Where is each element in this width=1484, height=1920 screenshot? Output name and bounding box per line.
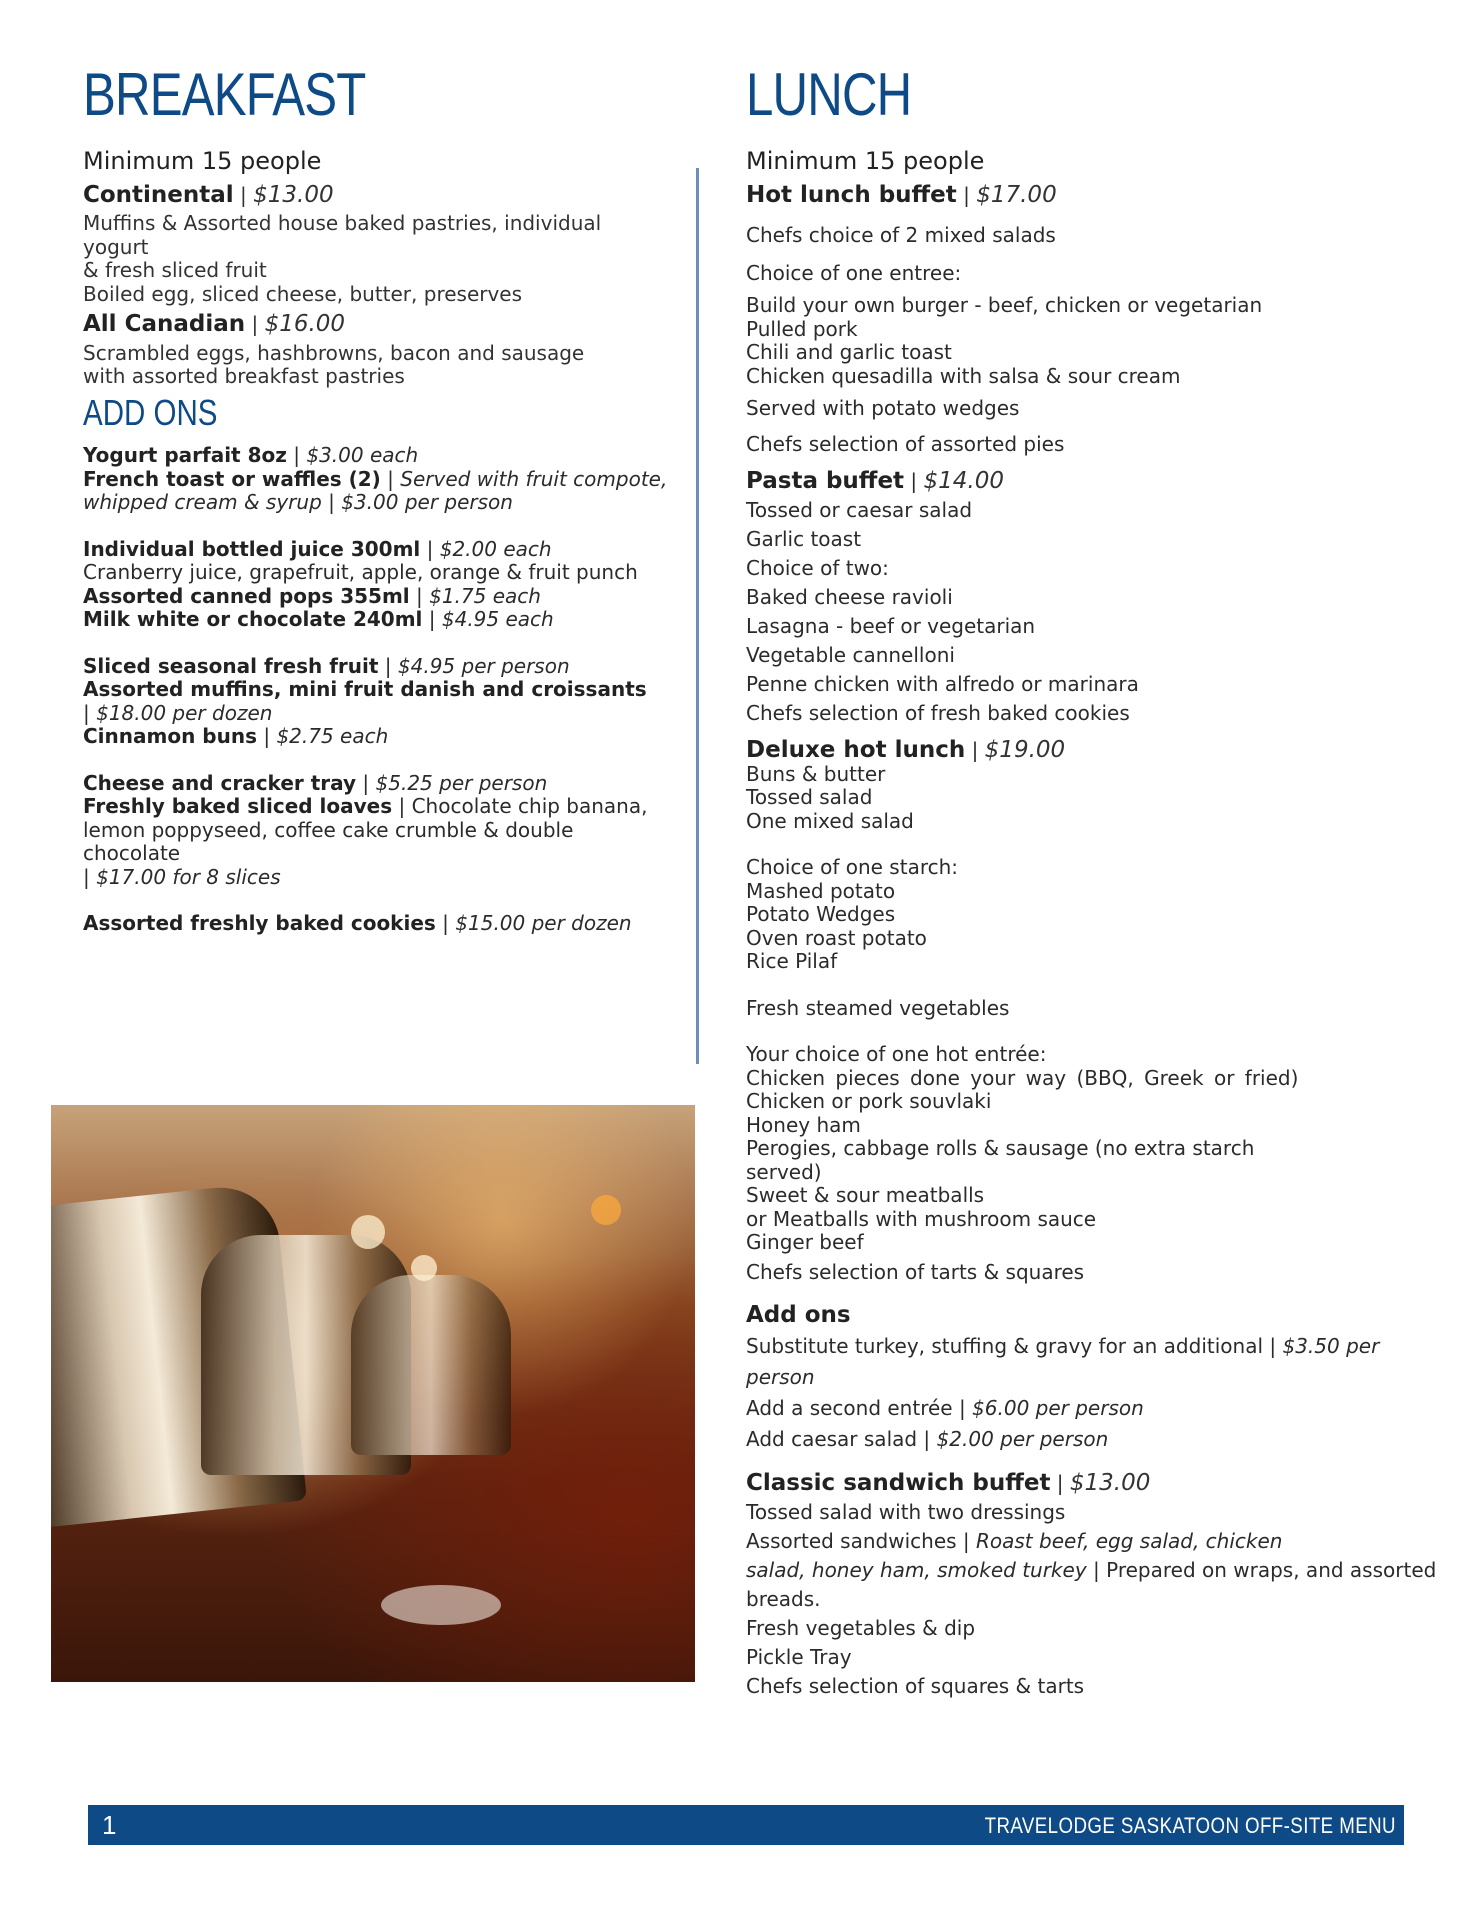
- deluxe-starch: Potato Wedges: [746, 902, 896, 926]
- hot-buffet-name: Hot lunch buffet: [746, 181, 957, 208]
- deluxe-entree: served): [746, 1159, 822, 1184]
- addon-cinnamon: Cinnamon buns | $2.75 each: [83, 724, 389, 748]
- continental-item: [83, 181, 673, 307]
- deluxe-starch: Rice Pilaf: [746, 949, 838, 973]
- continental-sep: |: [233, 182, 254, 207]
- pasta-item: Choice of two:: [746, 556, 889, 580]
- continental-price: $13.00: [253, 181, 334, 208]
- footer-title: TRAVELODGE SASKATOON OFF-SITE MENU: [984, 1813, 1396, 1838]
- buffet-chafing-dish-photo: [51, 1105, 695, 1682]
- addon-turkey: Substitute turkey, stuffing & gravy for an additional | $3.50 per person: [746, 1334, 1380, 1389]
- sandwich-salad: Tossed salad with two dressings: [746, 1500, 1066, 1524]
- addon-milk: Milk white or chocolate 240ml | $4.95 each: [83, 607, 554, 631]
- canadian-desc-line: with assorted breakfast pastries: [83, 364, 405, 388]
- sandwich-breads: breads.: [746, 1587, 821, 1611]
- pasta-buffet: [746, 467, 1446, 728]
- page-number: 1: [102, 1810, 117, 1840]
- deluxe-veg: Fresh steamed vegetables: [746, 995, 1010, 1020]
- continental-desc-line: Muffins & Assorted house baked pastries, individual yogurt: [83, 211, 602, 259]
- addon-loaves: Freshly baked sliced loaves | Chocolate chip banana,: [83, 794, 648, 818]
- addon-loaves-desc: lemon poppyseed, coffee cake crumble & double chocolate: [83, 817, 574, 865]
- lunch-addons: [746, 1300, 1446, 1455]
- addon-cheese: Cheese and cracker tray | $5.25 per person: [83, 770, 548, 795]
- addon-french-toast-price: whipped cream & syrup | $3.00 per person: [83, 490, 513, 514]
- breakfast-addons: [83, 444, 673, 936]
- sandwich-sep: |: [1050, 1471, 1070, 1495]
- pasta-item: Tossed or caesar salad: [746, 498, 973, 522]
- deluxe-starch: Mashed potato: [746, 878, 896, 903]
- addon-french-toast: French toast or waffles (2) | Served with fruit compote,: [83, 466, 668, 491]
- pasta-item: Vegetable cannelloni: [746, 643, 955, 667]
- deluxe-price: $19.00: [984, 737, 1066, 763]
- deluxe-entree: or Meatballs with mushroom sauce: [746, 1206, 1097, 1231]
- footer-bar: [88, 1805, 1404, 1845]
- deluxe-dessert: Chefs selection of tarts & squares: [746, 1259, 1085, 1284]
- deluxe-entree-intro: Your choice of one hot entrée:: [746, 1042, 1047, 1066]
- addon-caesar: Add caesar salad | $2.00 per person: [746, 1427, 1109, 1451]
- lunch-minimum: Minimum 15 people: [746, 147, 985, 175]
- addon-second-entree: Add a second entrée | $6.00 per person: [746, 1396, 1144, 1420]
- deluxe-entree: Perogies, cabbage rolls & sausage (no extra starch: [746, 1136, 1255, 1160]
- breakfast-minimum: Minimum 15 people: [83, 147, 322, 175]
- addon-cookies: Assorted freshly baked cookies | $15.00 per dozen: [83, 911, 632, 935]
- sandwich-item: Fresh vegetables & dip: [746, 1616, 976, 1640]
- canadian-price: $16.00: [264, 311, 346, 337]
- pasta-price: $14.00: [923, 468, 1004, 494]
- hot-buffet-entree: Chicken quesadilla with salsa & sour cream: [746, 363, 1181, 388]
- hot-buffet-pies: Chefs selection of assorted pies: [746, 431, 1065, 456]
- sandwich-item: Chefs selection of squares & tarts: [746, 1674, 1085, 1698]
- pasta-item: Garlic toast: [746, 527, 862, 551]
- addon-juice-desc: Cranberry juice, grapefruit, apple, orange & fruit punch: [83, 560, 638, 584]
- sandwich-name: Classic sandwich buffet: [746, 1470, 1051, 1496]
- deluxe-starch-intro: Choice of one starch:: [746, 855, 959, 879]
- addon-muffins: Assorted muffins, mini fruit danish and croissants: [83, 677, 647, 701]
- addon-juice: Individual bottled juice 300ml | $2.00 each: [83, 536, 552, 561]
- deluxe-basic: One mixed salad: [746, 808, 914, 833]
- deluxe-basic: Buns & butter: [746, 761, 886, 786]
- hot-buffet-entree-intro: Choice of one entree:: [746, 260, 962, 285]
- lunch-title: LUNCH: [746, 61, 912, 128]
- hot-buffet-price: $17.00: [976, 181, 1057, 208]
- hot-buffet-entree: Pulled pork: [746, 316, 858, 341]
- hot-buffet-served: Served with potato wedges: [746, 396, 1020, 420]
- hot-lunch-buffet: [746, 181, 1446, 457]
- lunch-column: [746, 147, 1446, 1701]
- column-divider: [696, 168, 699, 1064]
- pasta-sep: |: [904, 469, 924, 493]
- canadian-desc-line: Scrambled eggs, hashbrowns, bacon and sausage: [83, 340, 585, 365]
- continental-desc-line: & fresh sliced fruit: [83, 258, 267, 282]
- pasta-item: Chefs selection of fresh baked cookies: [746, 701, 1130, 725]
- addon-muffins-price: | $18.00 per dozen: [83, 700, 273, 725]
- deluxe-entree: Chicken or pork souvlaki: [746, 1089, 992, 1113]
- addon-loaves-price: | $17.00 for 8 slices: [83, 864, 281, 889]
- sandwich-assorted-cont: salad, honey ham, smoked turkey | Prepared on wraps, and assorted: [746, 1558, 1437, 1582]
- hot-buffet-sep: |: [956, 182, 977, 207]
- sandwich-item: Pickle Tray: [746, 1645, 852, 1669]
- pasta-item: Baked cheese ravioli: [746, 585, 953, 609]
- deluxe-basic: Tossed salad: [746, 785, 873, 809]
- continental-desc-line: Boiled egg, sliced cheese, butter, preserves: [83, 281, 523, 306]
- hot-buffet-salads: Chefs choice of 2 mixed salads: [746, 223, 1056, 247]
- breakfast-title: BREAKFAST: [83, 61, 366, 128]
- sandwich-price: $13.00: [1069, 1470, 1151, 1496]
- deluxe-entree: Chicken pieces done your way (BBQ, Greek or fried): [746, 1065, 1299, 1090]
- sandwich-buffet: [746, 1469, 1446, 1701]
- deluxe-starch: Oven roast potato: [746, 925, 927, 950]
- deluxe-sep: |: [965, 738, 985, 762]
- pasta-name: Pasta buffet: [746, 468, 905, 494]
- addon-pops: Assorted canned pops 355ml | $1.75 each: [83, 583, 541, 608]
- addon-fruit: Sliced seasonal fresh fruit | $4.95 per person: [83, 653, 570, 678]
- hot-buffet-entree: Chili and garlic toast: [746, 340, 952, 364]
- canadian-sep: |: [245, 312, 265, 336]
- hot-buffet-entree: Build your own burger - beef, chicken or vegetarian: [746, 293, 1263, 317]
- deluxe-entree: Ginger beef: [746, 1230, 864, 1254]
- deluxe-entree: Sweet & sour meatballs: [746, 1183, 985, 1207]
- breakfast-column: [83, 147, 673, 936]
- pasta-item: Lasagna - beef or vegetarian: [746, 614, 1036, 638]
- lunch-addons-title: Add ons: [746, 1302, 851, 1328]
- canadian-name: All Canadian: [83, 311, 246, 337]
- addon-yogurt: Yogurt parfait 8oz | $3.00 each: [83, 443, 419, 467]
- canadian-item: [83, 313, 673, 389]
- sandwich-assorted: Assorted sandwiches | Roast beef, egg salad, chicken: [746, 1529, 1283, 1553]
- pasta-item: Penne chicken with alfredo or marinara: [746, 672, 1139, 696]
- deluxe-name: Deluxe hot lunch: [746, 737, 966, 763]
- continental-name: Continental: [83, 181, 234, 208]
- deluxe-entree: Honey ham: [746, 1112, 861, 1137]
- deluxe-hot-lunch: [746, 739, 1446, 1284]
- addons-heading: ADD ONS: [83, 391, 218, 433]
